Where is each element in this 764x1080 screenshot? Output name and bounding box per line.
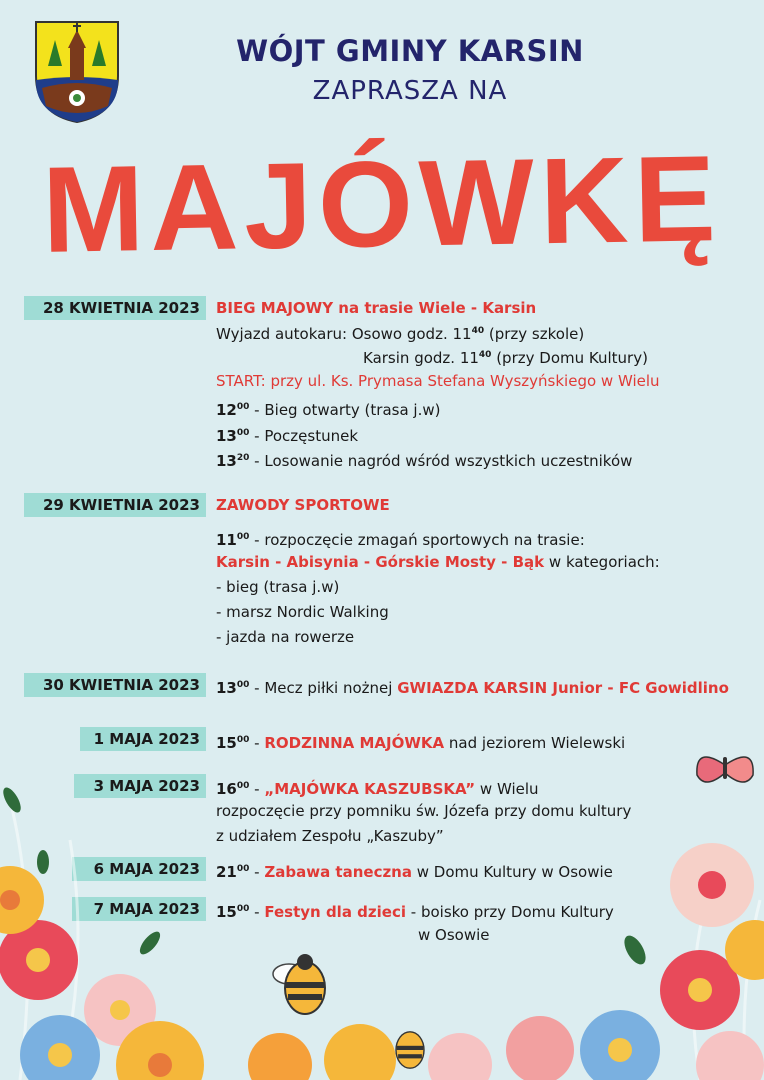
category-item: - bieg (trasa j.w) xyxy=(216,578,340,596)
schedule-item: $12^{00}$ - Bieg otwarty (trasa j.w) xyxy=(216,401,441,419)
event-detail: rozpoczęcie przy pomniku św. Józefa przy domu kultury xyxy=(216,802,632,820)
category-item: - jazda na rowerze xyxy=(216,628,355,646)
event-line: $21^{00}$ - Zabawa taneczna w Domu Kultury w Osowie xyxy=(216,863,613,881)
event-line: $15^{00}$ - RODZINNA MAJÓWKA nad jeziorem Wielewski xyxy=(216,734,626,752)
bee-icon xyxy=(273,954,325,1014)
butterfly-icon xyxy=(697,757,753,782)
schedule-item: $11^{00}$ - rozpoczęcie zmagań sportowych na trasie: xyxy=(216,531,585,549)
event-line: $15^{00}$ - Festyn dla dzieci - boisko przy Domu Kultury xyxy=(216,903,614,921)
schedule-item: $13^{20}$ - Losowanie nagród wśród wszystkich uczestników xyxy=(216,452,633,470)
event-date-badge: 7 MAJA 2023 xyxy=(72,897,206,921)
flower-right-yellow xyxy=(725,920,764,980)
start-location: START: przy ul. Ks. Prymasa Stefana Wyszyńskiego w Wielu xyxy=(216,372,660,390)
flower-right-red xyxy=(660,950,740,1030)
flower-right-pink xyxy=(670,843,754,927)
flower-right-pink2 xyxy=(506,1016,764,1080)
bee-icon xyxy=(396,1032,424,1068)
majowke-headline-text: MAJÓWKĘ xyxy=(41,130,723,278)
invitation-subtitle: ZAPRASZA NA xyxy=(312,76,508,106)
event-detail: z udziałem Zespołu „Kaszuby” xyxy=(216,827,444,845)
event-line: $13^{00}$ - Mecz piłki nożnej GWIAZDA KARSIN Junior - FC Gowidlino xyxy=(216,679,729,697)
bus-osowo-line: Wyjazd autokaru: Osowo godz. $11^{40}$ (przy szkole) xyxy=(216,325,585,343)
flower-left-red xyxy=(0,920,78,1000)
flower-left-pink xyxy=(84,974,156,1046)
majowke-headline xyxy=(0,128,764,278)
schedule-item: $13^{00}$ - Poczęstunek xyxy=(216,427,359,445)
event-detail: w Osowie xyxy=(418,926,490,944)
route-line: Karsin - Abisynia - Górskie Mosty - Bąk w kategoriach: xyxy=(216,553,660,571)
event-title: BIEG MAJOWY na trasie Wiele - Karsin xyxy=(216,299,537,317)
event-date-badge: 29 KWIETNIA 2023 xyxy=(24,493,206,517)
event-date-badge: 28 KWIETNIA 2023 xyxy=(24,296,206,320)
flower-right-blue xyxy=(580,1010,660,1080)
event-date-badge: 3 MAJA 2023 xyxy=(74,774,206,798)
event-date-badge: 6 MAJA 2023 xyxy=(72,857,206,881)
flower-left-yellow xyxy=(0,866,44,934)
event-date-badge: 1 MAJA 2023 xyxy=(80,727,206,751)
flower-left-orange xyxy=(116,1021,204,1080)
event-line: $16^{00}$ - „MAJÓWKA KASZUBSKA” w Wielu xyxy=(216,780,539,798)
event-date-badge: 30 KWIETNIA 2023 xyxy=(24,673,206,697)
bus-karsin-line: Karsin godz. $11^{40}$ (przy Domu Kultury) xyxy=(363,349,648,367)
event-title: ZAWODY SPORTOWE xyxy=(216,496,390,514)
category-item: - marsz Nordic Walking xyxy=(216,603,389,621)
gmina-karsin-coat-of-arms xyxy=(32,18,122,124)
organizer-title: WÓJT GMINY KARSIN xyxy=(236,34,584,68)
flower-center-orange xyxy=(248,1024,492,1080)
flower-left-blue xyxy=(20,1015,100,1080)
